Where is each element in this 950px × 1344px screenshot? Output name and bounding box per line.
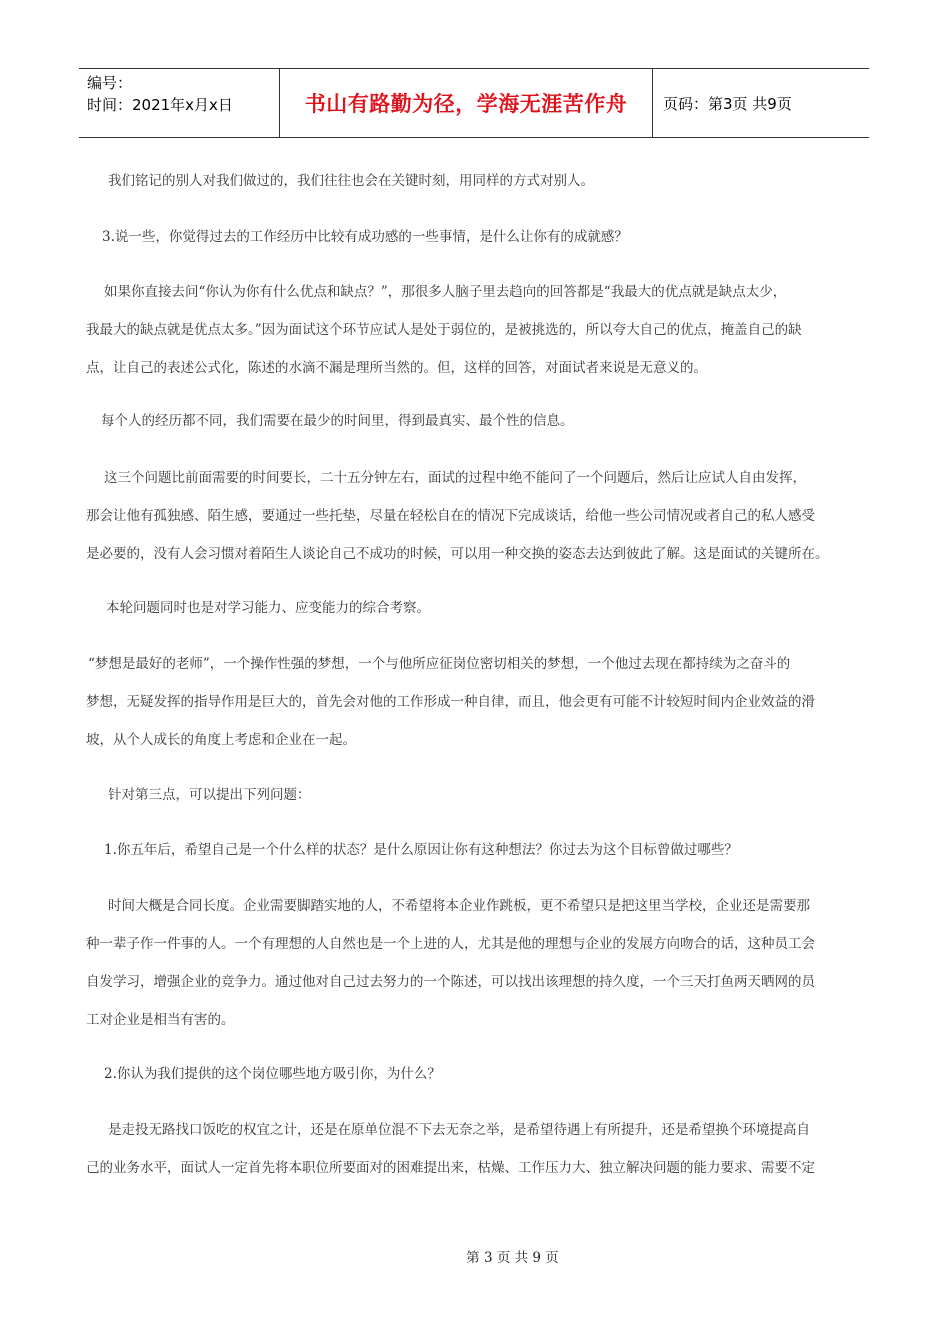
body-line: 这三个问题比前面需要的时间要长，二十五分钟左右，面试的过程中绝不能问了一个问题后，然后让应试人自由发挥， <box>104 470 806 486</box>
header-middle-cell <box>280 69 653 137</box>
body-line: 种一辈子作一件事的人。一个有理想的人自然也是一个上进的人，尤其是他的理想与企业的发展方向吻合的话，这种员工会 <box>86 936 815 952</box>
body-line: 坡，从个人成长的角度上考虑和企业在一起。 <box>86 732 356 748</box>
body-line: 1.你五年后，希望自己是一个什么样的状态？是什么原因让你有这种想法？你过去为这个目标曾做过哪些？ <box>104 842 738 858</box>
page-footer: 第 3 页 共 9 页 <box>466 1250 559 1266</box>
body-line: 每个人的经历都不同，我们需要在最少的时间里，得到最真实、最个性的信息。 <box>101 413 574 429</box>
page-info: 页码：第3页 共9页 <box>663 94 792 113</box>
body-line: 己的业务水平，面试人一定首先将本职位所要面对的困难提出来，枯燥、工作压力大、独立解决问题的能力要求、需要不定 <box>86 1160 815 1176</box>
body-line: 那会让他有孤独感、陌生感，要通过一些托垫，尽量在轻松自在的情况下完成谈话，给他一些公司情况或者自己的私人感受 <box>86 508 815 524</box>
header-left-cell <box>79 69 280 137</box>
body-line: 本轮问题同时也是对学习能力、应变能力的综合考察。 <box>106 600 430 616</box>
body-line: 如果你直接去问“你认为你有什么优点和缺点？”，那很多人脑子里去趋向的回答都是“我最大的优点就是缺点太少， <box>104 284 787 300</box>
body-line: 时间大概是合同长度。企业需要脚踏实地的人，不希望将本企业作跳板，更不希望只是把这里当学校，企业还是需要那 <box>108 898 810 914</box>
body-line: 是必要的，没有人会习惯对着陌生人谈论自己不成功的时候，可以用一种交换的姿态去达到彼此了解。这是面试的关键所在。 <box>86 546 829 562</box>
body-line: 是走投无路找口饭吃的权宜之计，还是在原单位混不下去无奈之举，是希望待遇上有所提升，还是希望换个环境提高自 <box>108 1122 810 1138</box>
body-line: 自发学习，增强企业的竞争力。通过他对自己过去努力的一个陈述，可以找出该理想的持久度，一个三天打鱼两天晒网的员 <box>86 974 815 990</box>
body-line: “梦想是最好的老师”，一个操作性强的梦想，一个与他所应征岗位密切相关的梦想，一个他过去现在都持续为之奋斗的 <box>88 656 791 672</box>
page-header <box>79 68 869 138</box>
motto: 书山有路勤为径，学海无涯苦作舟 <box>304 92 628 116</box>
body-line: 针对第三点，可以提出下列问题： <box>108 787 311 803</box>
body-line: 我最大的缺点就是优点太多。”因为面试这个环节应试人是处于弱位的，是被挑选的，所以夸大自己的优点，掩盖自己的缺 <box>86 322 802 338</box>
body-line: 我们铭记的别人对我们做过的，我们往往也会在关键时刻，用同样的方式对别人。 <box>108 173 594 189</box>
date-label: 时间：2021年x月x日 <box>87 96 233 114</box>
number-label: 编号： <box>87 74 133 92</box>
body-line: 点，让自己的表述公式化，陈述的水滴不漏是理所当然的。但，这样的回答，对面试者来说是无意义的。 <box>86 360 707 376</box>
body-line: 梦想，无疑发挥的指导作用是巨大的，首先会对他的工作形成一种自律，而且，他会更有可能不计较短时间内企业效益的滑 <box>86 694 815 710</box>
body-line: 3.说一些，你觉得过去的工作经历中比较有成功感的一些事情，是什么让你有的成就感？ <box>102 229 628 245</box>
header-right-cell <box>653 69 869 137</box>
body-line: 工对企业是相当有害的。 <box>86 1012 235 1028</box>
body-line: 2.你认为我们提供的这个岗位哪些地方吸引你，为什么？ <box>104 1066 441 1082</box>
